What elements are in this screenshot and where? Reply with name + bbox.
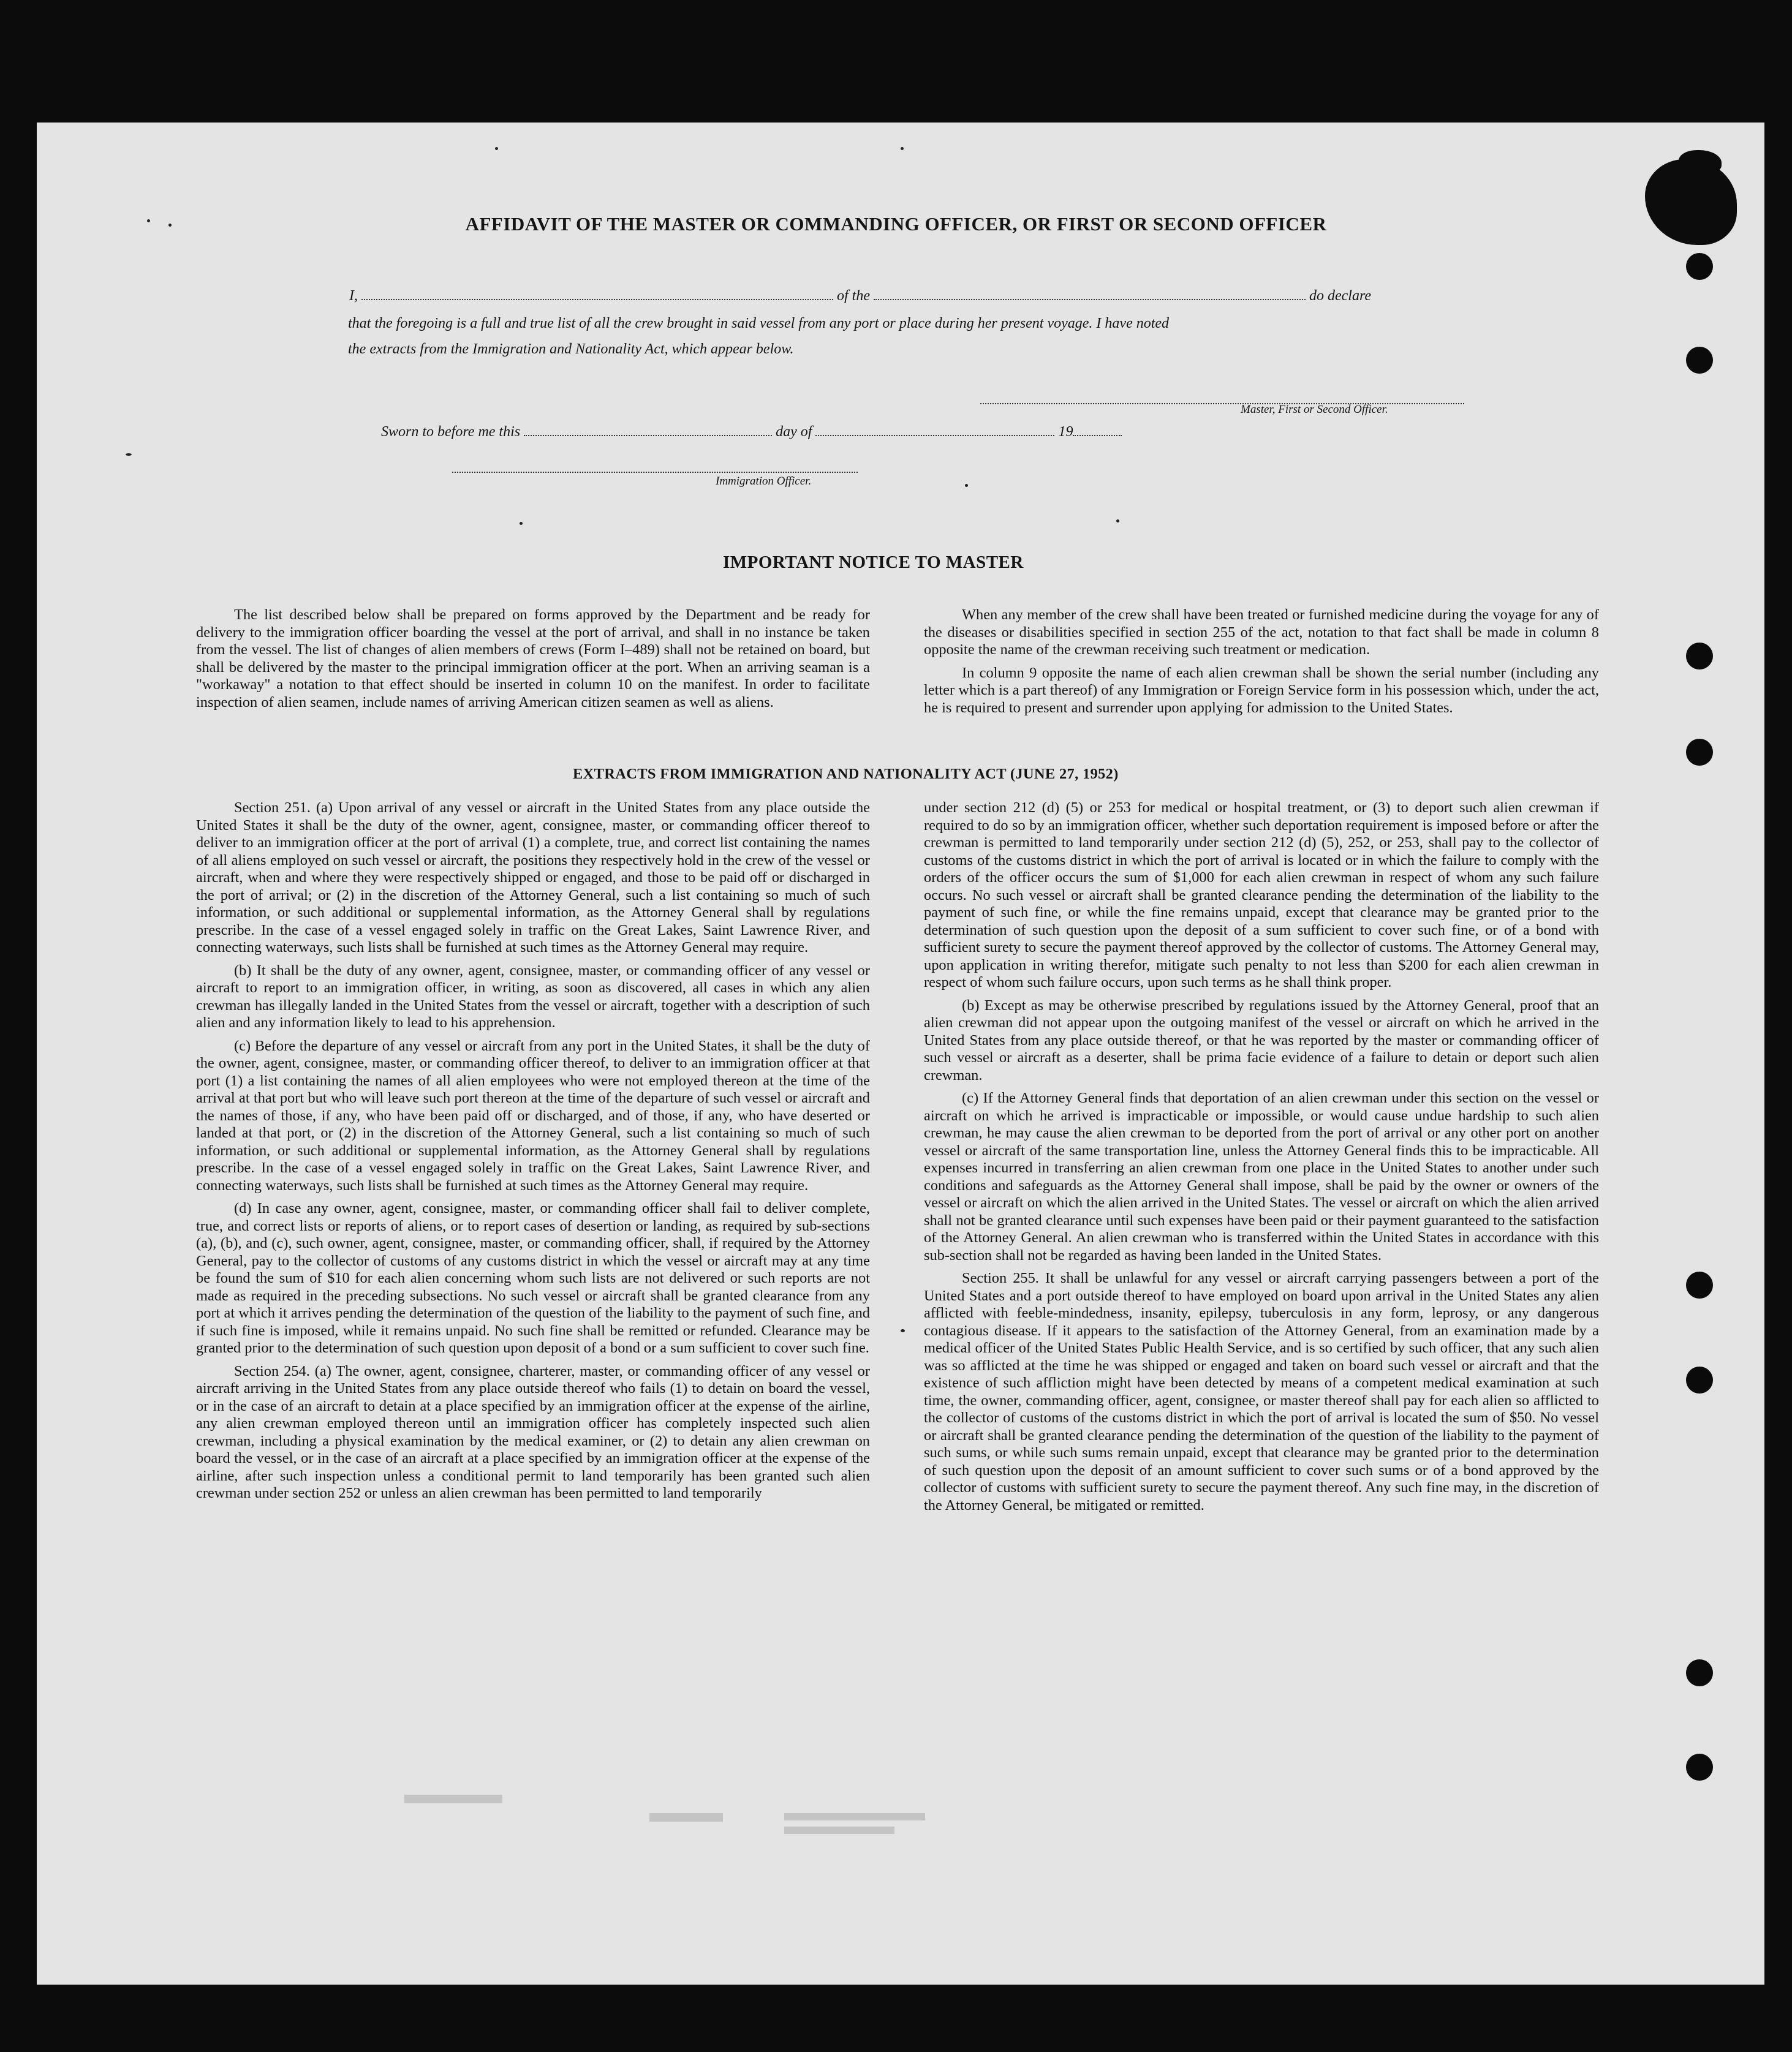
punch-hole (1686, 739, 1713, 766)
name-field[interactable] (361, 288, 833, 300)
vessel-field[interactable] (874, 288, 1306, 300)
extract-paragraph: (d) In case any owner, agent, consignee, master, or commanding officer shall fail to deliver complete, true, and correct lists or reports of aliens, or to report cases of desertion or landing, as required by sub-sections (a), (b), and (c), such owner, agent, consignee, master, or commanding officer, shall, if required by the Attorney General, pay to the collector of customs of any customs district in which the vessel or aircraft may at any time be found the sum of $10 for each alien concerning whom such lists are not delivered or such reports are not made as required in the preceding subsections. No such vessel or aircraft shall be granted clearance from any port at which it arrives pending the determination of the question of the liability to the payment of such fine, and if such fine is imposed, while it remains unpaid. No such fine shall be remitted or refunded. Clearance may be granted prior to the determination of such question upon deposit of a bond or a sum sufficient to cover such fine. (196, 1200, 870, 1356)
extracts-right-column (924, 799, 1599, 1514)
sworn-month-field[interactable] (815, 424, 1054, 436)
extracts-title: EXTRACTS FROM IMMIGRATION AND NATIONALITY ACT (JUNE 27, 1952) (573, 766, 1119, 782)
decl-i: I, (349, 288, 358, 304)
speck (495, 147, 498, 150)
speck (901, 1329, 905, 1332)
extract-paragraph: Section 255. It shall be unlawful for any vessel or aircraft carrying passengers between a port of the United States and a port outside thereof to have employed on board upon arrival in the United States any alien afflicted with feeble-mindedness, insanity, epilepsy, tuberculosis in any form, leprosy, or any dangerous contagious disease. If it appears to the satisfaction of the Attorney General, from an examination made by a medical officer of the United States Public Health Service, and is so certified by such officer, that any such alien was so afflicted at the time he was shipped or engaged and taken on board such vessel or aircraft and that the existence of such affliction might have been detected by means of a competent medical examination at such time, the owner, commanding officer, agent, consignee, or master thereof shall pay for each alien so afflicted to the collector of customs of the customs district in which the port of arrival is located the sum of $50. No vessel or aircraft shall be granted clearance pending the determination of the question of the liability to the payment of such sums, or while such sums remain unpaid, except that clearance may be granted prior to the determination of such question upon the deposit of an amount sufficient to cover such sums or of a bond approved by the collector of customs with sufficient surety to secure the payment thereof. Any such fine may, in the discretion of the Attorney General, be mitigated or remitted. (924, 1270, 1599, 1514)
punch-hole (1686, 1754, 1713, 1781)
sworn-day-field[interactable] (524, 424, 772, 436)
punch-hole (1686, 347, 1713, 374)
speck (965, 484, 968, 487)
notice-paragraph: When any member of the crew shall have been treated or furnished medicine during the voyage for any of the diseases or disabilities specified in section 255 of the act, notation to that fact shall be made in column 8 opposite the name of the crewman receiving such treatment or medication. (924, 606, 1599, 658)
extracts-left-column (196, 799, 870, 1503)
bleed-through-marks (392, 1789, 943, 1844)
extract-paragraph: Section 251. (a) Upon arrival of any vessel or aircraft in the United States from any place outside the United States it shall be the duty of the owner, agent, consignee, master, or commanding officer thereof to deliver to an immigration officer at the port of arrival (1) a complete, true, and correct list containing the names of all aliens employed on such vessel or aircraft, the positions they respectively hold in the crew of the vessel or aircraft, when and where they were respectively shipped or engaged, and those to be paid off or discharged in the port of arrival; or (2) in the discretion of the Attorney General, such a list containing so much of such information, or such additional or supplemental information, as the Attorney General shall by regulations prescribe. In the case of a vessel engaged solely in traffic on the Great Lakes, Saint Lawrence River, and connecting waterways, such lists shall be furnished at such times as the Attorney General may require. (196, 799, 870, 956)
speck (126, 453, 132, 456)
sworn-prefix: Sworn to before me this (381, 424, 521, 440)
extract-paragraph: (b) Except as may be otherwise prescribed by regulations issued by the Attorney General, proof that an alien crewman did not appear upon the outgoing manifest of the vessel or aircraft on which he arrived in the United States from any place outside thereof, or that he was reported by the master or commanding officer of such vessel or aircraft as a deserter, shall be prima facie evidence of a failure to detain or deport such alien crewman. (924, 997, 1599, 1084)
officer-signature-label: Immigration Officer. (716, 475, 812, 488)
affidavit-title: AFFIDAVIT OF THE MASTER OR COMMANDING OFFICER, OR FIRST OR SECOND OFFICER (465, 213, 1327, 235)
punch-hole (1686, 1272, 1713, 1299)
officer-signature-line[interactable] (452, 461, 858, 473)
decl-of-the: of the (837, 288, 870, 304)
master-signature-line[interactable] (980, 392, 1464, 404)
notice-title: IMPORTANT NOTICE TO MASTER (723, 553, 1024, 572)
extract-paragraph: (c) If the Attorney General finds that deportation of an alien crewman under this section on the vessel or aircraft on which he arrived is impracticable or impossible, or would cause undue hardship to such alien crewman, he may cause the alien crewman to be deported from the port of arrival or any other port on another vessel or aircraft of the same transportation line, unless the Attorney General finds this to be impracticable. All expenses incurred in transferring an alien crewman from one place in the United States to another under such conditions and safeguards as the Attorney General shall impose, shall be paid by the owner or owners of the vessel or aircraft on which the alien arrived in the United States. The vessel or aircraft on which the alien arrived shall not be granted clearance until such expenses have been paid or their payment guaranteed to the satisfaction of the Attorney General. An alien crewman who is transferred within the United States in accordance with this sub-section shall not be regarded as having been landed in the United States. (924, 1090, 1599, 1264)
speck (1116, 519, 1119, 522)
declaration-line (349, 288, 1458, 304)
notice-paragraph: In column 9 opposite the name of each alien crewman shall be shown the serial number (including any letter which is a part thereof) of any Immigration or Foreign Service form in his possession which, under the act, he is required to present and surrender upon applying for admission to the United States. (924, 664, 1599, 716)
extract-paragraph: Section 254. (a) The owner, agent, consignee, charterer, master, or commanding officer of any vessel or aircraft arriving in the United States from any place outside thereof who fails (1) to detain on board the vessel, or in the case of an aircraft to detain at a place specified by an immigration officer at the expense of the airline, any alien crewman employed thereon until an immigration officer has completely inspected such alien crewman, including a physical examination by the medical examiner, or (2) to detain any alien crewman on board the vessel, or in the case of an aircraft at a place specified by an immigration officer at the expense of the airline, after such inspection unless a conditional permit to land temporarily has been granted such alien crewman under section 252 or unless an alien crewman has been permitted to land temporarily (196, 1362, 870, 1501)
decl-do-declare: do declare (1309, 288, 1372, 304)
speck (520, 522, 523, 525)
notice-right-column (924, 606, 1599, 717)
sworn-day-of: day of (776, 424, 812, 440)
extract-paragraph: under section 212 (d) (5) or 253 for medical or hospital treatment, or (3) to deport such alien crewman if required to do so by an immigration officer, whether such deportation requirement is imposed before or after the crewman is permitted to land temporarily under section 212 (d) (5), 252, or 253, shall pay to the collector of customs of the customs district in which the port of arrival is located or in which the failure to comply with the orders of the officer occurs the sum of $1,000 for each alien crewman in respect of whom any such failure occurs. No such vessel or aircraft shall be granted clearance pending the determination of the liability to the payment of such fine, or while the fine remains unpaid, except that clearance may be granted prior to the determination of such question upon the deposit of a sum sufficient to cover such fine, or of a bond with sufficient surety to secure the payment thereof approved by the collector of customs. The Attorney General may, upon application in writing therefor, mitigate such penalty to not less than $200 for each alien crewman in respect of whom such failure occurs, upon such terms as he shall think proper. (924, 799, 1599, 990)
master-signature-label: Master, First or Second Officer. (1241, 403, 1388, 416)
extract-paragraph: (b) It shall be the duty of any owner, agent, consignee, master, or commanding officer of any vessel or aircraft to report to an immigration officer, in writing, as soon as discovered, all cases in which any alien crewman has illegally landed in the United States from the vessel or aircraft, together with a description of such alien and any information likely to lead to his apprehension. (196, 962, 870, 1031)
punch-hole (1686, 253, 1713, 280)
punch-hole (1686, 643, 1713, 670)
punch-hole (1686, 1659, 1713, 1686)
sworn-year-field[interactable] (1073, 424, 1122, 436)
statement-line-2: the extracts from the Immigration and Nationality Act, which appear below. (348, 341, 794, 357)
notice-left-column (196, 606, 870, 711)
extract-paragraph: (c) Before the departure of any vessel or aircraft from any port in the United States, it shall be the duty of the owner, agent, consignee, master, or commanding officer thereof, to deliver to an immigration officer at that port (1) a list containing the names of all alien employees who were not employed thereon at the time of the arrival at that port but who will leave such port thereon at the time of the departure of such vessel or aircraft and the names of those, if any, who have been paid off or discharged, and of those, if any, who have deserted or landed at that port, or (2) in the discretion of the Attorney General, such a list containing so much of such information, or such additional or supplemental information, as the Attorney General shall by regulations prescribe. In the case of a vessel engaged solely in traffic on the Great Lakes, Saint Lawrence River, and connecting waterways, such lists shall be furnished at such times as the Attorney General may require. (196, 1037, 870, 1194)
statement-line-1: that the foregoing is a full and true list of all the crew brought in said vessel from any port or place during her present voyage. I have noted (348, 315, 1170, 331)
speck (901, 147, 904, 150)
notice-paragraph: The list described below shall be prepared on forms approved by the Department and be ready for delivery to the immigration officer boarding the vessel at the port of arrival, and shall in no instance be taken from the vessel. The list of changes of alien members of crews (Form I–489) shall not be retained on board, but shall be delivered by the master to the principal immigration officer at the port. When an arriving seaman is a "workaway" a notation to that effect should be inserted in column 10 on the manifest. In order to facilitate inspection of alien seamen, include names of arriving American citizen seamen as well as aliens. (196, 606, 870, 711)
sworn-year: 19 (1058, 424, 1073, 440)
punch-hole (1686, 1367, 1713, 1394)
sworn-line (381, 424, 1122, 440)
